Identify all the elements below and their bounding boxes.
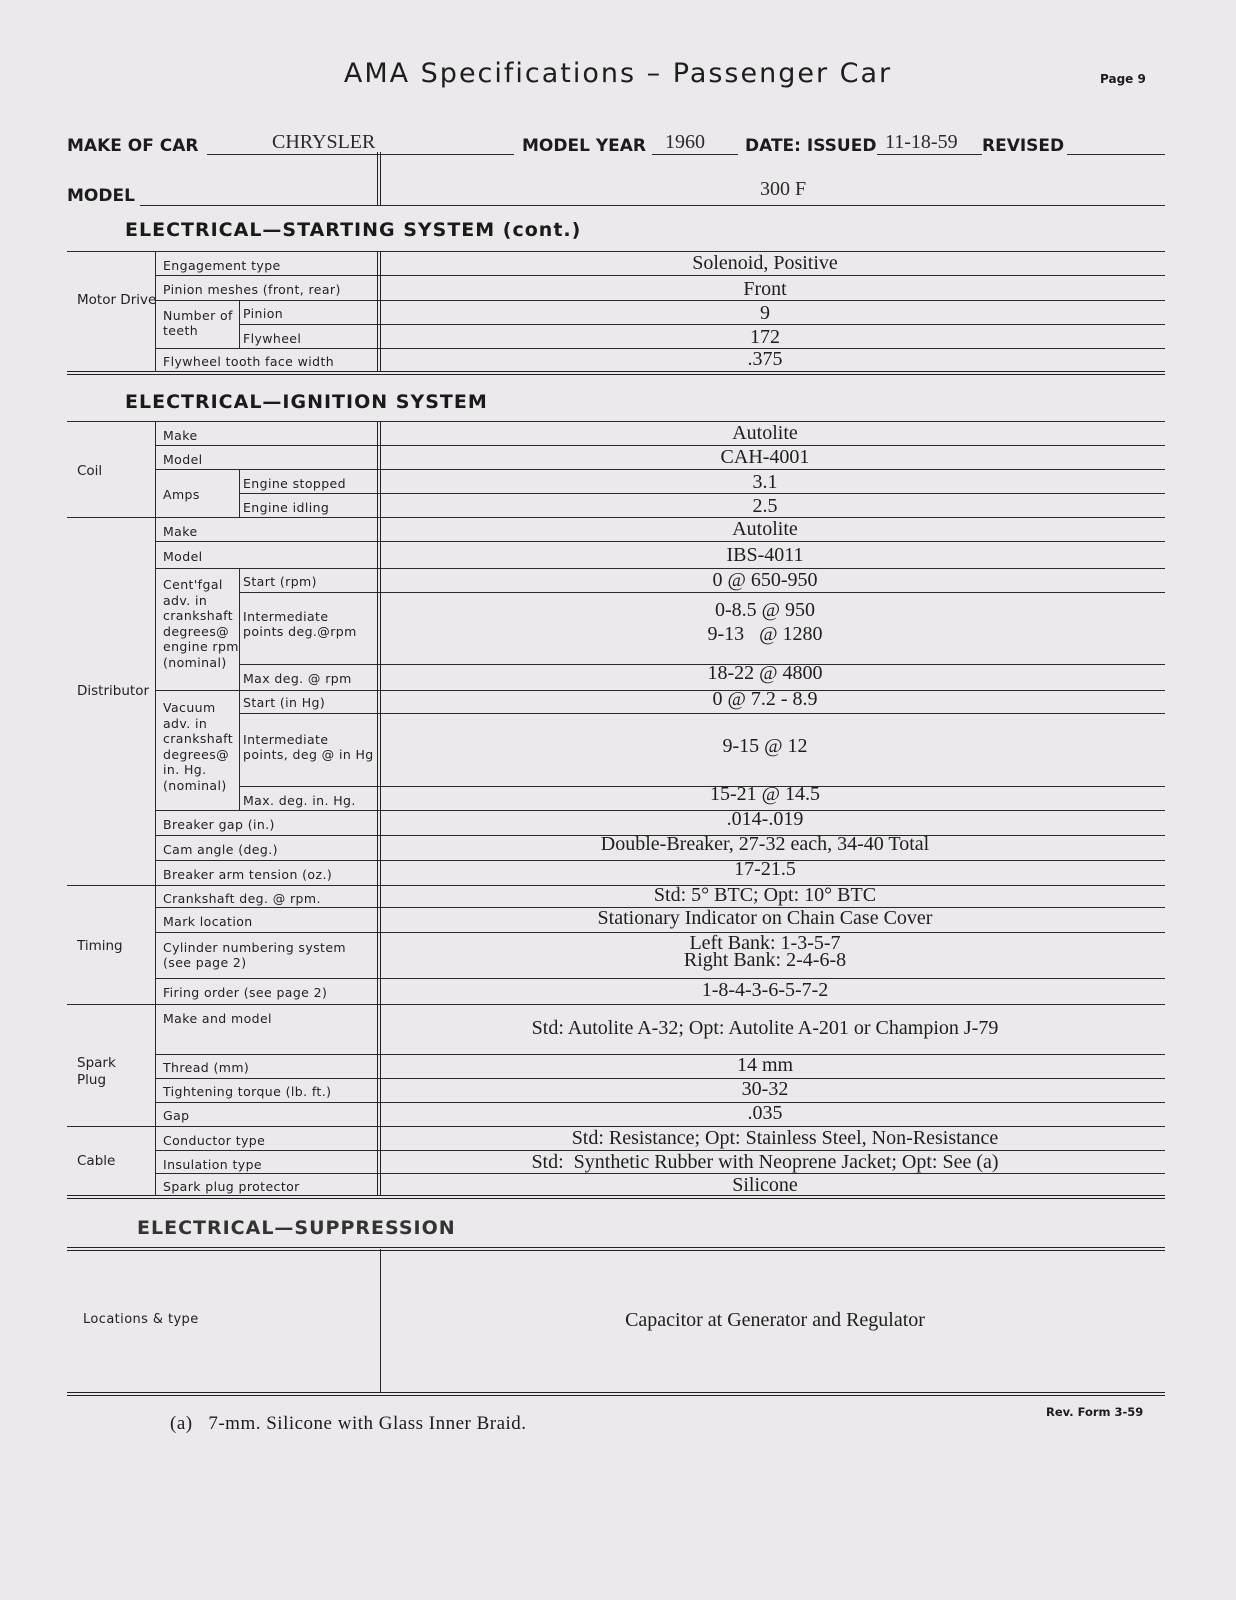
label-coil-model: Model [163, 452, 203, 467]
section-title-ignition: ELECTRICAL—IGNITION SYSTEM [125, 391, 488, 413]
section-title-suppression: ELECTRICAL—SUPPRESSION [137, 1217, 456, 1239]
label-locations-type: Locations & type [83, 1312, 199, 1327]
value-engine-stopped: 3.1 [752, 471, 778, 493]
col-divider [155, 421, 156, 1196]
rule [155, 275, 1165, 276]
label-engine-idling: Engine idling [243, 500, 330, 515]
value-plug-make-model: Std: Autolite A-32; Opt: Autolite A-201 or Champion J-79 [531, 1017, 999, 1039]
model-year-value: 1960 [665, 131, 705, 153]
label-pinion-meshes: Pinion meshes (front, rear) [163, 282, 341, 297]
value-vac-max: 15-21 @ 14.5 [709, 783, 821, 805]
value-vac-intermediate: 9-15 @ 12 [722, 735, 808, 757]
value-cylinder-left: Left Bank: 1-3-5-7 [689, 932, 841, 954]
date-issued-value: 11-18-59 [885, 131, 958, 153]
label-cent-start: Start (rpm) [243, 574, 317, 589]
label-centrifugal-advance: Cent'fgal adv. in crankshaft degrees@ engine rpm (nominal) [163, 577, 239, 670]
label-cylinder-numbering: Cylinder numbering system (see page 2) [163, 940, 347, 970]
label-plug-thread: Thread (mm) [163, 1060, 250, 1075]
value-flywheel-teeth: 172 [750, 326, 780, 348]
value-engine-idling: 2.5 [752, 495, 778, 517]
rule [155, 300, 1165, 301]
model-label: MODEL [67, 186, 135, 206]
label-engagement-type: Engagement type [163, 258, 281, 273]
label-cent-max: Max deg. @ rpm [243, 671, 352, 686]
label-breaker-arm-tension: Breaker arm tension (oz.) [163, 867, 333, 882]
model-year-label: MODEL YEAR [522, 136, 647, 156]
value-vac-start: 0 @ 7.2 - 8.9 [712, 688, 818, 710]
rule [155, 469, 1165, 470]
value-breaker-gap: .014-.019 [726, 808, 804, 830]
value-cent-start: 0 @ 650-950 [712, 569, 818, 591]
model-divider [377, 152, 381, 206]
value-breaker-arm-tension: 17-21.5 [734, 858, 796, 880]
model-underline [140, 205, 1165, 206]
value-plug-gap: .035 [747, 1102, 783, 1124]
label-crankshaft-deg: Crankshaft deg. @ rpm. [163, 891, 321, 906]
rule [155, 932, 1165, 933]
group-spark-plug: Spark Plug [77, 1055, 116, 1088]
value-dist-make: Autolite [732, 518, 798, 540]
rule [67, 1004, 1165, 1005]
label-dist-model: Model [163, 549, 203, 564]
value-crankshaft-deg: Std: 5° BTC; Opt: 10° BTC [653, 884, 877, 906]
revised-label: REVISED [982, 136, 1065, 156]
label-plug-torque: Tightening torque (lb. ft.) [163, 1084, 332, 1099]
label-conductor-type: Conductor type [163, 1133, 266, 1148]
footnote: (a) 7-mm. Silicone with Glass Inner Braid. [170, 1413, 527, 1434]
label-dist-make: Make [163, 524, 198, 539]
value-dist-model: IBS-4011 [726, 544, 804, 566]
section-end-rule [67, 1392, 1165, 1396]
date-issued-underline [877, 154, 982, 155]
label-engine-stopped: Engine stopped [243, 476, 346, 491]
rule [67, 1247, 1165, 1251]
form-revision: Rev. Form 3-59 [1046, 1405, 1144, 1419]
page-number: Page 9 [1100, 72, 1146, 86]
group-motor-drive: Motor Drive [77, 292, 157, 308]
value-pinion-meshes: Front [743, 278, 787, 300]
make-underline [207, 154, 514, 155]
label-vac-max: Max. deg. in. Hg. [243, 793, 356, 808]
value-cent-max: 18-22 @ 4800 [707, 662, 823, 684]
label-plug-gap: Gap [163, 1108, 190, 1123]
value-plug-torque: 30-32 [741, 1078, 789, 1100]
col-divider [155, 251, 156, 372]
value-coil-make: Autolite [732, 422, 798, 444]
col-divider [239, 300, 240, 348]
label-coil-make: Make [163, 428, 198, 443]
value-engagement-type: Solenoid, Positive [692, 252, 838, 274]
date-issued-label: DATE: ISSUED [745, 136, 877, 156]
label-cent-intermediate: Intermediate points deg.@rpm [243, 609, 357, 639]
label-flywheel-face-width: Flywheel tooth face width [163, 354, 335, 369]
label-pinion: Pinion [243, 306, 284, 321]
value-plug-thread: 14 mm [736, 1054, 794, 1076]
label-flywheel: Flywheel [243, 331, 302, 346]
make-value: CHRYSLER [272, 131, 376, 153]
value-insulation-type: Std: Synthetic Rubber with Neoprene Jacket; Opt: See (a) [531, 1151, 999, 1173]
value-coil-model: CAH-4001 [720, 446, 810, 468]
label-spark-plug-protector: Spark plug protector [163, 1179, 300, 1194]
group-cable: Cable [77, 1153, 116, 1169]
group-coil: Coil [77, 463, 103, 479]
label-firing-order: Firing order (see page 2) [163, 985, 328, 1000]
label-coil-amps: Amps [163, 487, 200, 502]
value-spark-plug-protector: Silicone [732, 1174, 798, 1196]
label-mark-location: Mark location [163, 914, 253, 929]
label-number-of-teeth: Number of teeth [163, 308, 233, 338]
label-cam-angle: Cam angle (deg.) [163, 842, 278, 857]
value-firing-order: 1-8-4-3-6-5-7-2 [701, 979, 829, 1001]
group-distributor: Distributor [77, 683, 150, 699]
page-title: AMA Specifications – Passenger Car [343, 58, 893, 89]
label-plug-make-model: Make and model [163, 1011, 272, 1026]
value-flywheel-face-width: .375 [747, 348, 783, 370]
make-label: MAKE OF CAR [67, 136, 199, 156]
value-cylinder-right: Right Bank: 2-4-6-8 [683, 949, 847, 971]
revised-underline [1067, 154, 1165, 155]
label-vac-start: Start (in Hg) [243, 695, 326, 710]
label-vac-intermediate: Intermediate points, deg @ in Hg [243, 732, 374, 762]
section-title-starting: ELECTRICAL—STARTING SYSTEM (cont.) [125, 219, 582, 241]
value-conductor-type: Std: Resistance; Opt: Stainless Steel, Non-Resistance [571, 1127, 999, 1149]
label-insulation-type: Insulation type [163, 1157, 263, 1172]
value-pinion-teeth: 9 [760, 302, 770, 324]
group-timing: Timing [77, 938, 123, 954]
label-vacuum-advance: Vacuum adv. in crankshaft degrees@ in. Hg. (nominal) [163, 700, 234, 793]
rule [155, 541, 1165, 542]
value-divider [380, 1249, 381, 1392]
value-locations-type: Capacitor at Generator and Regulator [625, 1309, 925, 1331]
section-end-rule [67, 371, 1165, 375]
value-cam-angle: Double-Breaker, 27-32 each, 34-40 Total [600, 833, 930, 855]
value-mark-location: Stationary Indicator on Chain Case Cover [597, 907, 933, 929]
model-value: 300 F [760, 178, 807, 200]
model-year-underline [652, 154, 738, 155]
col-divider [239, 469, 240, 517]
value-cent-intermediate-2: 9-13 @ 1280 [707, 623, 823, 645]
value-cent-intermediate-1: 0-8.5 @ 950 [714, 599, 816, 621]
label-breaker-gap: Breaker gap (in.) [163, 817, 275, 832]
